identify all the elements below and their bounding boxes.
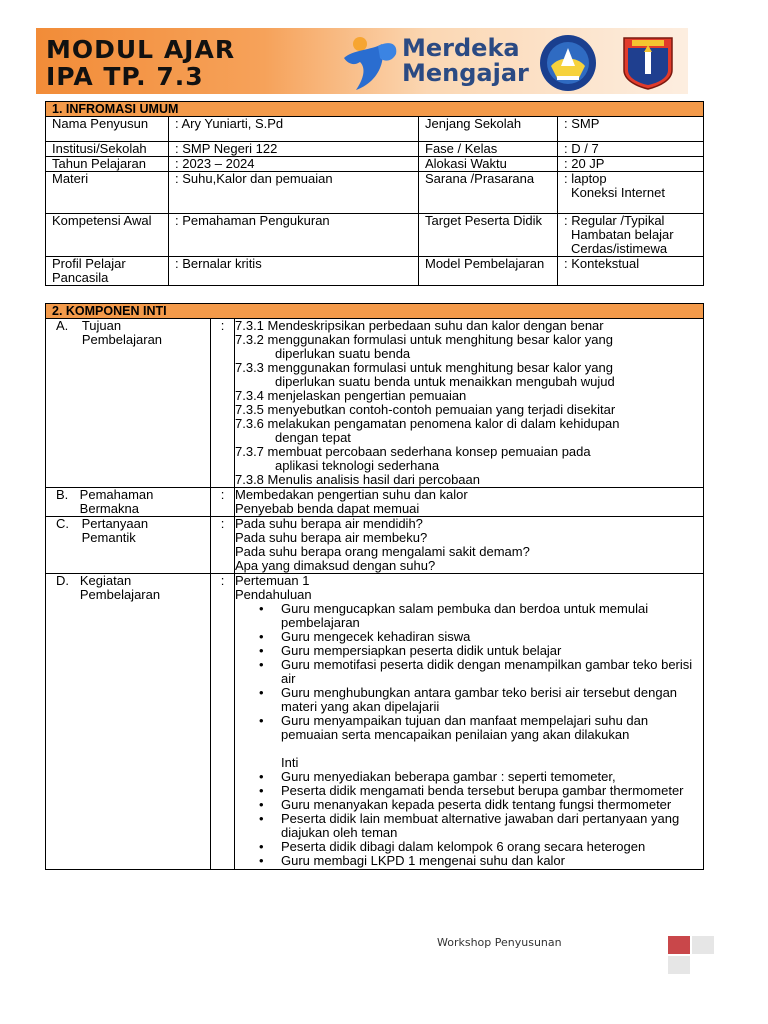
- tut-wuri-handayani-logo-icon: [539, 34, 597, 92]
- section-header: [46, 304, 704, 319]
- objective-continuation: diperlukan suatu benda untuk menaikkan mengubah wujud: [275, 374, 615, 389]
- title-line-2: IPA TP. 7.3: [46, 62, 204, 91]
- content-line: Penyebab benda dapat memuai: [235, 501, 420, 516]
- field-value: [558, 172, 704, 214]
- learning-objectives: [235, 319, 704, 488]
- dki-jakarta-emblem-icon: [620, 34, 676, 90]
- component-label: [46, 488, 211, 517]
- objective-item: 7.3.1 Mendeskripsikan perbedaan suhu dan kalor dengan benar: [235, 318, 604, 333]
- field-value: : SMP: [558, 117, 704, 142]
- question-line: Pada suhu berapa air mendidih?: [235, 516, 423, 531]
- objective-item: 7.3.5 menyebutkan contoh-contoh pemuaian yang terjadi disekitar: [235, 402, 616, 417]
- field-value: : Suhu,Kalor dan pemuaian: [169, 172, 419, 214]
- field-label: Tahun Pelajaran: [46, 157, 169, 172]
- title-line-1: MODUL AJAR: [46, 35, 236, 64]
- list-item: • Guru mempersiapkan peserta didik untuk belajar: [281, 644, 697, 658]
- list-item: • Guru menyampaikan tujuan dan manfaat mempelajari suhu dan pemuaian serta mencapaikan penilaian yang akan dilakukan: [281, 714, 697, 742]
- general-information-table: [45, 101, 704, 286]
- table-row: [46, 157, 704, 172]
- field-value: [558, 214, 704, 257]
- activity-phase-title: Pendahuluan: [235, 587, 312, 602]
- table-row: [46, 257, 704, 286]
- list-item: • Peserta didik lain membuat alternative jawaban dari pertanyaan yang diajukan oleh teman: [281, 812, 697, 840]
- table-row: [46, 319, 704, 488]
- field-label: Sarana /Prasarana: [419, 172, 558, 214]
- objective-continuation: diperlukan suatu benda: [275, 346, 411, 361]
- separator-colon: :: [211, 517, 235, 574]
- question-line: Apa yang dimaksud dengan suhu?: [235, 558, 436, 573]
- separator-colon: :: [211, 319, 235, 488]
- field-label: Nama Penyusun: [46, 117, 169, 142]
- list-item: • Guru mengucapkan salam pembuka dan berdoa untuk memulai pembelajaran: [281, 602, 697, 630]
- list-item: • Guru membagi LKPD 1 mengenai suhu dan kalor: [281, 854, 697, 868]
- objective-item: 7.3.7 membuat percobaan sederhana konsep pemuaian pada: [235, 444, 591, 459]
- brand-line-2: Mengajar: [402, 59, 529, 87]
- list-item: • Guru memotifasi peserta didik dengan menampilkan gambar teko berisi air: [281, 658, 697, 686]
- core-components-table: [45, 303, 704, 870]
- list-item: • Guru menyediakan beberapa gambar : seperti temometer,: [281, 770, 697, 784]
- separator-colon: :: [211, 574, 235, 870]
- component-title: Pertanyaan Pemantik: [81, 516, 149, 545]
- footer-text: Workshop Penyusunan: [437, 936, 562, 949]
- objective-item: 7.3.8 Menulis analisis hasil dari percobaan: [235, 472, 480, 487]
- value-line: : laptop: [564, 171, 607, 186]
- list-item: • Peserta didik mengamati benda tersebut berupa gambar thermometer: [281, 784, 697, 798]
- module-title: [46, 36, 235, 90]
- section1-heading: 1. INFROMASI UMUM: [46, 102, 704, 117]
- intro-activity-list: [235, 602, 697, 742]
- question-line: Pada suhu berapa orang mengalami sakit demam?: [235, 544, 530, 559]
- spacer: [235, 742, 697, 756]
- component-letter: B.: [56, 487, 69, 502]
- component-label: [46, 574, 211, 870]
- merdeka-mengajar-wordmark: [402, 36, 529, 86]
- field-value: : Kontekstual: [558, 257, 704, 286]
- component-letter: C.: [56, 516, 69, 531]
- learning-activities: [235, 574, 704, 870]
- separator-colon: :: [211, 488, 235, 517]
- list-item: • Guru menanyakan kepada peserta didk tentang fungsi thermometer: [281, 798, 697, 812]
- field-label: Institusi/Sekolah: [46, 142, 169, 157]
- meeting-title: Pertemuan 1: [235, 573, 310, 588]
- activity-phase-title: Inti: [281, 755, 299, 770]
- field-value: : Ary Yuniarti, S.Pd: [169, 117, 419, 142]
- value-line: Cerdas/istimewa: [571, 241, 668, 256]
- field-label: Materi: [46, 172, 169, 214]
- table-row: [46, 214, 704, 257]
- field-label: Profil Pelajar Pancasila: [46, 257, 169, 286]
- footer-decoration: [692, 936, 714, 954]
- field-label: Kompetensi Awal: [46, 214, 169, 257]
- value-line: : Regular /Typikal: [564, 213, 665, 228]
- objective-continuation: dengan tepat: [275, 430, 351, 445]
- field-value: : SMP Negeri 122: [169, 142, 419, 157]
- value-line: Koneksi Internet: [571, 185, 665, 200]
- table-row: [46, 142, 704, 157]
- component-label: [46, 319, 211, 488]
- objective-item: 7.3.2 menggunakan formulasi untuk menghitung besar kalor yang: [235, 332, 613, 347]
- component-title: Pemahaman Bermakna: [79, 487, 154, 516]
- component-title: Kegiatan Pembelajaran: [79, 573, 161, 602]
- header-banner: [36, 28, 688, 94]
- table-row: [46, 172, 704, 214]
- component-title: Tujuan Pembelajaran: [81, 318, 163, 347]
- value-line: Hambatan belajar: [571, 227, 674, 242]
- objective-continuation: aplikasi teknologi sederhana: [275, 458, 440, 473]
- footer-decoration: [668, 956, 690, 974]
- table-row: [46, 517, 704, 574]
- brand-line-1: Merdeka: [402, 34, 520, 62]
- footer-decoration: [668, 936, 690, 954]
- table-row: [46, 574, 704, 870]
- field-label: Jenjang Sekolah: [419, 117, 558, 142]
- field-value: : 2023 – 2024: [169, 157, 419, 172]
- table-row: [46, 488, 704, 517]
- component-label: [46, 517, 211, 574]
- field-label: Target Peserta Didik: [419, 214, 558, 257]
- objective-item: 7.3.4 menjelaskan pengertian pemuaian: [235, 388, 467, 403]
- objective-item: 7.3.3 menggunakan formulasi untuk menghitung besar kalor yang: [235, 360, 613, 375]
- question-line: Pada suhu berapa air membeku?: [235, 530, 428, 545]
- table-row: [46, 117, 704, 142]
- field-value: : 20 JP: [558, 157, 704, 172]
- core-activity-list: [235, 770, 697, 868]
- merdeka-mengajar-logo-icon: [338, 32, 408, 96]
- field-label: Alokasi Waktu: [419, 157, 558, 172]
- objective-item: 7.3.6 melakukan pengamatan penomena kalor di dalam kehidupan: [235, 416, 620, 431]
- component-letter: D.: [56, 573, 69, 588]
- section-header: [46, 102, 704, 117]
- list-item: • Guru mengecek kehadiran siswa: [281, 630, 697, 644]
- field-label: Model Pembelajaran: [419, 257, 558, 286]
- trigger-questions: [235, 517, 704, 574]
- content-line: Membedakan pengertian suhu dan kalor: [235, 487, 468, 502]
- meaningful-understanding: [235, 488, 704, 517]
- list-item: • Guru menghubungkan antara gambar teko berisi air tersebut dengan materi yang akan dipelajarii: [281, 686, 697, 714]
- field-value: : Bernalar kritis: [169, 257, 419, 286]
- field-value: : D / 7: [558, 142, 704, 157]
- list-item: • Peserta didik dibagi dalam kelompok 6 orang secara heterogen: [281, 840, 697, 854]
- section2-heading: 2. KOMPONEN INTI: [46, 304, 704, 319]
- field-label: Fase / Kelas: [419, 142, 558, 157]
- field-value: : Pemahaman Pengukuran: [169, 214, 419, 257]
- component-letter: A.: [56, 318, 69, 333]
